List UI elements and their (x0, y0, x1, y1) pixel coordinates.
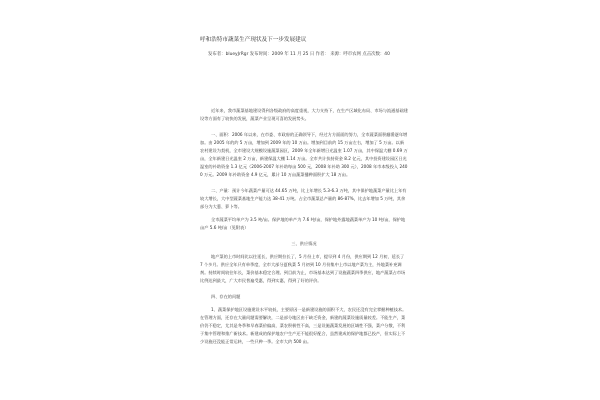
section-supply-title: 三、供应情况 (291, 241, 317, 246)
document-meta: 发布者：blueyJrRgr 发布时间：2009 年 11 月 25 日 作者： 来源：呼市农网 点击次数：40 (208, 52, 390, 57)
paragraph-supply: 地产菜的上市时间比以往延长，供应期拉长了，5 月份上市，提早到 4 月份，供应期到 12 月初，延长了 7 个多月。供应全年只有单季度，全市大部分夏秋菜 5 月初到 10 月份集中上市以地产菜为主，外地菜补充调剂。持续时间较往年长，菜价基本稳定合理。到目前为止，市场基本达到了设施蔬菜四季供应，地产蔬菜占市场比例达到最大，广大市民普遍受惠，得到实惠，得到了好的评价。 (200, 254, 406, 283)
document-body (200, 107, 408, 346)
section-problems-title: 四、存在的问题 (211, 294, 241, 299)
paragraph-yield: 全市蔬菜平均单产为 3.5 吨/亩。保护地的单产为 7.6 吨/亩，保护地外露地蔬菜单产为 10 吨/亩，保护地亩产 5.6 吨/亩（见附表） (200, 217, 406, 230)
document-header (200, 36, 400, 59)
paragraph-intro: 近年来，我市蔬菜基地建设得到各级政府的高度重视，大力支持下，在生产区域化布局、市场与流通基础建设等方面有了较快的发展，蔬菜产业呈现可喜的发展势头。 (200, 108, 408, 121)
paragraph-problems: 1、蔬菜保护地区设施建设水平较低，主要原因一是新建设施的面积不大，农民还没有完全掌握种植技术。在管理方面，还存在大量问题需要解决，二是部分地区由于缺乏资金，新建的蔬菜设施质量较差。不能生产，菜价仍不稳定，尤其是冬季和早春菜价偏高，菜农积极性不高，三是设施蔬菜发展的区域性不强，菜户分散，不利于集中管理和推广新技术。新建成的保护地农户生产还不能很好配合，虽然建成的保护地都已投产，但实际上不少设施还没能正常运转，一些只种一季。全市大约 500 亩。 (200, 307, 407, 344)
document-title: 呼和浩特市蔬菜生产现状及下一步发展建议 (200, 37, 307, 43)
paragraph-output: 二、产量：预计今年蔬菜产量可达 44.65 万吨，比上年增长 5.3-6.3 万吨，其中保护地蔬菜产量比上年有较大增长，大中型蔬菜基地生产能力达 38-41 万吨。占全市蔬菜总产量的 86-87%，比去年增加 5 万吨，其余部分为大葱、萝卜等。 (200, 188, 407, 209)
paragraph-area: 一、面积：2006 年以来，在市委、市政府的正确领导下，经过方方面面的努力，全市蔬菜面积翻番逐年增加。由 2005 年的约 5 万亩，增加到 2009 年的 10 万亩。增加到目前约 15 万亩左右，增加了 5 万亩。以新农村建设为契机，全市建设大规模设施蔬菜园区，2009 年全年新增日光温室 1.07 万亩，其中保温大棚 0.69 万亩，全年新建日光温室 2 万亩，新建保温大棚 1.14 万亩。全市共计扶持资金 8.2 亿元，其中投资建设园区日光温室的补助资金 1.3 亿元（2006-2007 年补助每亩 500 元，2008 年补助 300 元），2008 年市本级投入 2400 万元。2009 年补助资金 4.9 亿元，累计 10 万亩蔬菜播种面积扩大 18 万亩。 (200, 132, 408, 177)
